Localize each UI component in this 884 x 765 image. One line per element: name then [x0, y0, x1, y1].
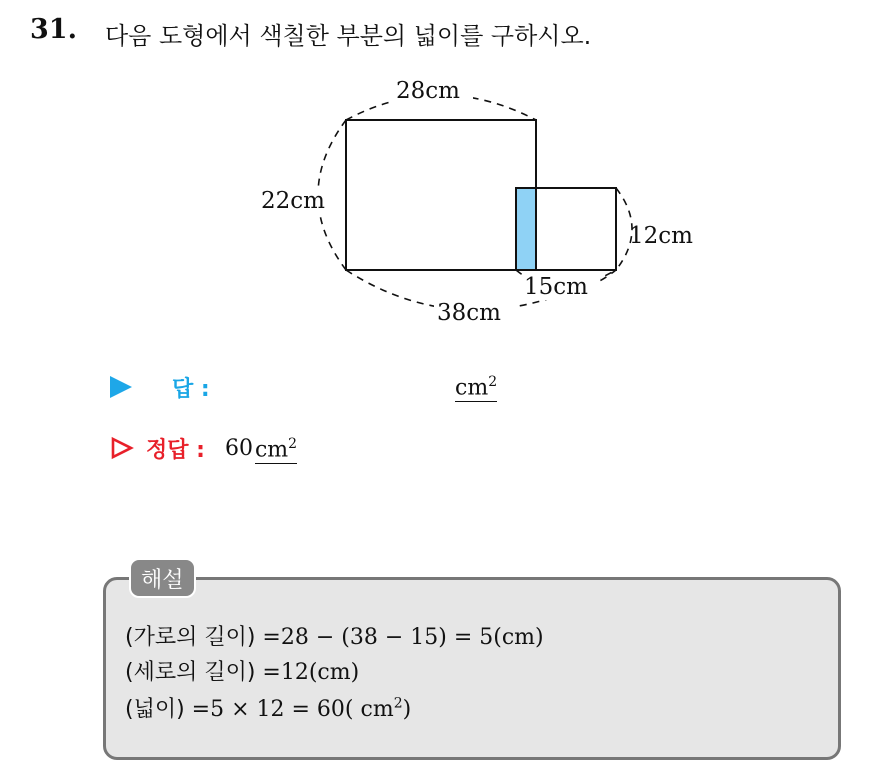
- explanation-line-2: [125, 655, 359, 686]
- explanation-line-3-exponent: 2: [393, 695, 403, 712]
- explanation-line-3: [125, 692, 411, 723]
- correct-answer-row: [110, 432, 297, 464]
- answer-unit-exponent: 2: [488, 374, 498, 390]
- figure-diagram: [0, 0, 884, 360]
- label-bottom-inner: 15cm: [524, 274, 588, 300]
- explanation-line-1-math: =28 − (38 − 15) = 5(cm): [255, 625, 544, 650]
- correct-unit: cm: [254, 437, 289, 463]
- play-triangle-icon: [110, 376, 132, 398]
- answer-unit: cm: [455, 375, 489, 401]
- explanation-tab: 해설: [129, 558, 196, 598]
- label-bottom-outer: 38cm: [437, 300, 501, 326]
- answer-blank[interactable]: [455, 370, 497, 402]
- explanation-line-3-close: ): [402, 697, 412, 722]
- question-number: 31.: [30, 14, 77, 45]
- label-right: 12cm: [629, 223, 693, 249]
- answer-row: [110, 371, 210, 403]
- correct-value: 60: [224, 435, 253, 461]
- explanation-line-3-label: (넓이): [125, 697, 185, 722]
- explanation-line-1-label: (가로의 길이): [125, 625, 256, 650]
- explanation-line-3-math: =5 × 12 = 60( cm: [184, 697, 394, 722]
- correct-unit-wrap: [255, 432, 297, 463]
- shaded-region: [516, 188, 536, 270]
- explanation-line-2-label: (세로의 길이): [125, 660, 256, 685]
- question-text: 다음 도형에서 색칠한 부분의 넓이를 구하시오.: [105, 22, 592, 50]
- outline-triangle-icon: [110, 436, 134, 460]
- explanation-line-1: [125, 620, 544, 651]
- answer-label: 답 :: [172, 376, 210, 402]
- correct-unit-exponent: 2: [288, 436, 298, 453]
- label-left: 22cm: [261, 188, 325, 214]
- explanation-line-2-math: =12(cm): [255, 660, 360, 685]
- label-top: 28cm: [396, 78, 460, 104]
- large-rectangle: [346, 120, 536, 270]
- correct-label: 정답 :: [146, 437, 205, 463]
